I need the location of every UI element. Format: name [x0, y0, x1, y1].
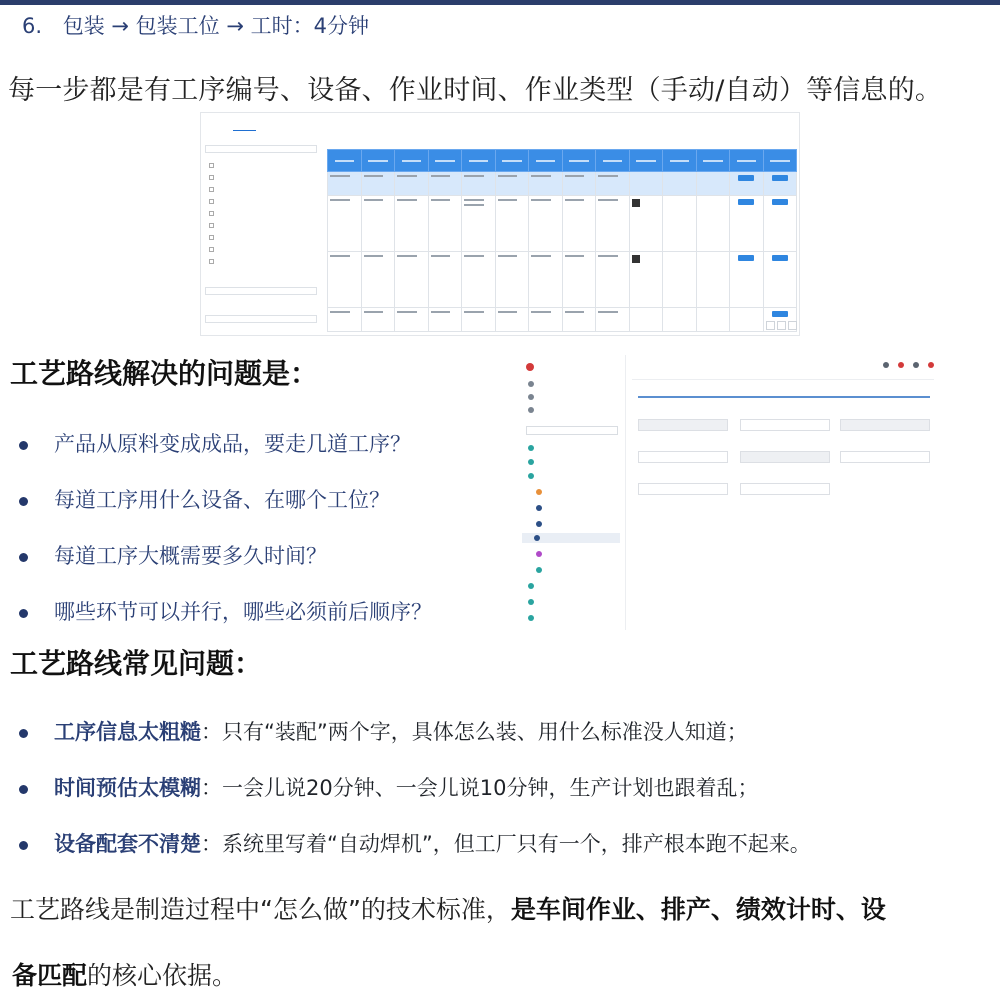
process-table-screenshot [200, 112, 800, 336]
list-item [14, 718, 811, 774]
intro-paragraph: 每一步都是有工序编号、设备、作业时间、作业类型（手动/自动）等信息的。 [8, 75, 943, 106]
bullet-icon [19, 609, 28, 618]
conclusion-bold: 是车间作业、排产、绩效计时、设 [510, 895, 886, 924]
conclusion-line-2 [12, 956, 237, 992]
screenshot-pager [327, 321, 797, 333]
issue-text: ：系统里写着“自动焊机”，但工厂只有一个，排产根本跑不起来。 [201, 832, 811, 856]
issue-lead: 工序信息太粗糙 [54, 720, 201, 744]
issue-lead: 时间预估太模糊 [54, 776, 201, 800]
top-rule [0, 0, 1000, 5]
conclusion-plain: 工艺路线是制造过程中“怎么做”的技术标准， [10, 895, 511, 924]
issue-text: ：只有“装配”两个字，具体怎么装、用什么标准没人知道； [201, 720, 748, 744]
conclusion-bold: 备匹配 [12, 961, 88, 990]
bullet-icon [19, 785, 28, 794]
list-item-text: 产品从原料变成成品，要走几道工序？ [54, 432, 411, 456]
list-item [14, 774, 811, 830]
issue-text: ：一会儿说20分钟、一会儿说10分钟，生产计划也跟着乱； [201, 776, 759, 800]
bullet-icon [19, 841, 28, 850]
list-item-text: 哪些环节可以并行，哪些必须前后顺序？ [54, 600, 432, 624]
bullet-icon [19, 553, 28, 562]
issues-heading: 工艺路线常见问题： [10, 647, 263, 680]
conclusion-line-1 [10, 890, 886, 926]
solves-heading: 工艺路线解决的问题是： [10, 357, 319, 390]
screenshot-tabs [205, 117, 315, 131]
list-item [14, 486, 432, 542]
screenshot-filter-panel [205, 137, 321, 333]
issue-lead: 设备配套不清楚 [54, 832, 201, 856]
step-heading [22, 10, 369, 40]
list-item [14, 542, 432, 598]
list-item-text: 每道工序用什么设备、在哪个工位？ [54, 488, 390, 512]
step-path: 包装 → 包装工位 → 工时：4分钟 [62, 14, 369, 38]
screenshot-form [626, 355, 940, 630]
routing-form-screenshot [520, 355, 940, 630]
screenshot-table [327, 149, 797, 332]
bullet-icon [19, 729, 28, 738]
screenshot-sidebar [520, 355, 626, 630]
list-item-text: 每道工序大概需要多久时间？ [54, 544, 327, 568]
list-item [14, 430, 432, 486]
bullet-icon [19, 497, 28, 506]
bullet-icon [19, 441, 28, 450]
conclusion-plain: 的核心依据。 [87, 961, 238, 990]
list-item [14, 830, 811, 886]
solves-list [14, 430, 432, 654]
step-number: 6. [22, 14, 43, 38]
issues-list [14, 718, 811, 886]
